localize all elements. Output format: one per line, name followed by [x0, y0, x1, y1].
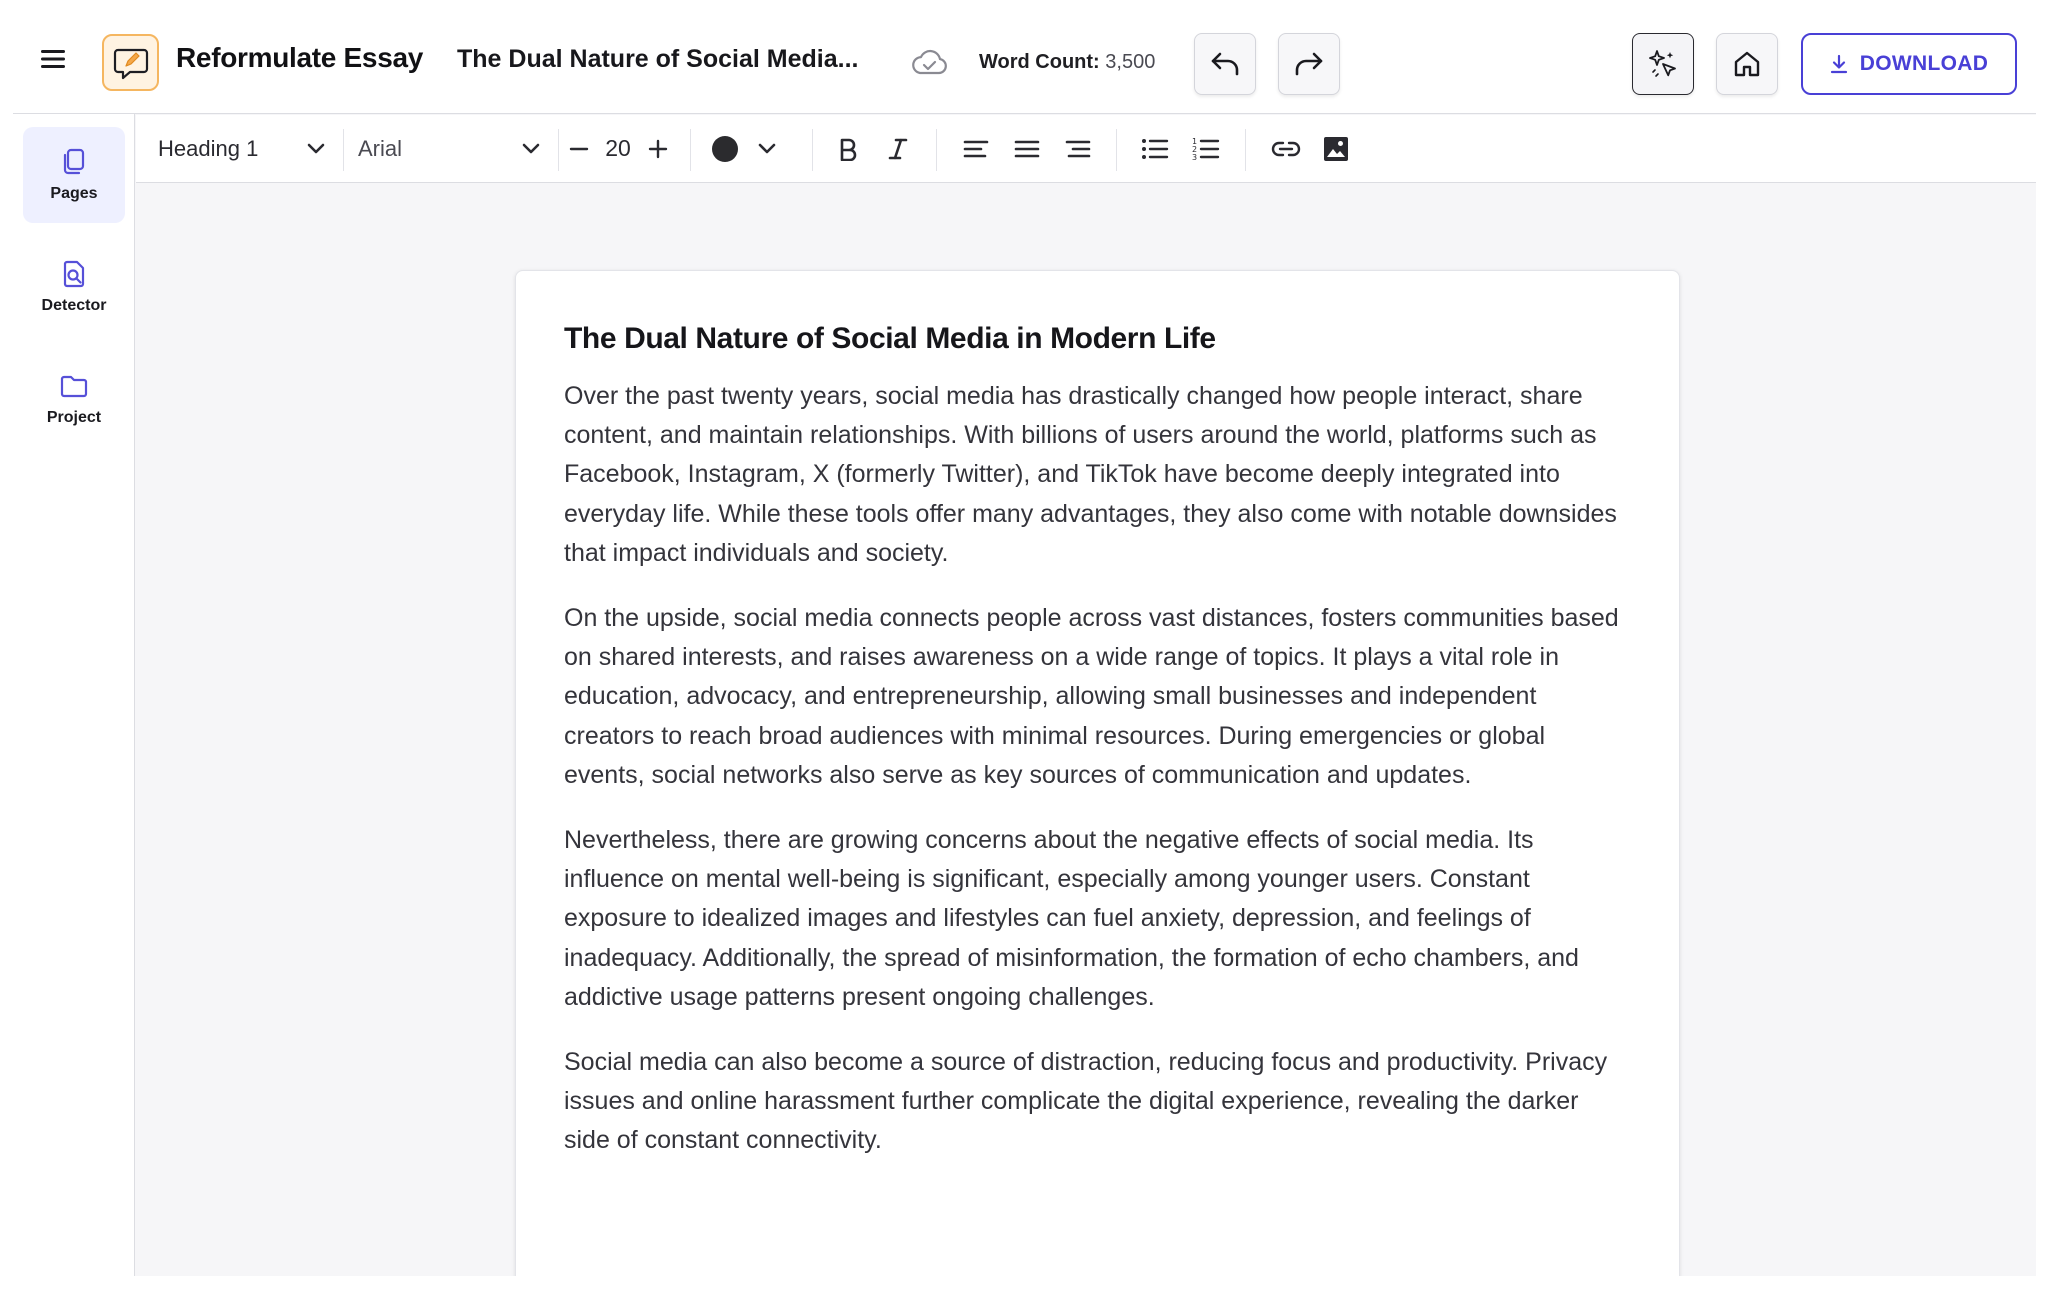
paragraph[interactable]: Social media can also become a source of distraction, reducing focus and productivity. Privacy issues and online harassment further complicate the digital experience, revealing the darker side of constant connectivity.	[564, 1048, 1608, 1155]
download-button[interactable]	[1801, 33, 2017, 95]
sidebar-item-label: Project	[46, 409, 102, 426]
sidebar-item-label: Detector	[41, 297, 107, 314]
sidebar-item-label: Pages	[50, 185, 98, 202]
redo-button[interactable]	[1278, 33, 1340, 95]
bold-icon	[837, 137, 859, 161]
sidebar-item-project[interactable]	[23, 351, 125, 447]
document-canvas	[136, 183, 2036, 1276]
bullet-list-button[interactable]	[1135, 129, 1175, 169]
document-heading[interactable]: The Dual Nature of Social Media in Modern Life	[564, 322, 1216, 355]
app-logo	[102, 34, 159, 91]
minus-icon	[568, 138, 590, 160]
toolbar-divider	[343, 129, 344, 171]
svg-text:1: 1	[1192, 137, 1198, 146]
align-center-button[interactable]	[1007, 129, 1047, 169]
color-swatch-icon	[711, 134, 781, 164]
undo-icon	[1209, 50, 1241, 78]
bold-button[interactable]	[828, 129, 868, 169]
word-count	[979, 51, 1155, 74]
font-size-increase-button[interactable]	[638, 129, 678, 169]
document-page[interactable]	[515, 270, 1680, 1276]
insert-link-button[interactable]	[1266, 129, 1306, 169]
home-icon	[1732, 49, 1762, 79]
font-size-decrease-button[interactable]	[559, 129, 599, 169]
chevron-down-icon	[304, 137, 328, 161]
toolbar-divider	[1245, 129, 1246, 171]
bullet-list-icon	[1141, 137, 1169, 161]
download-label: DOWNLOAD	[1859, 52, 1989, 75]
align-center-icon	[1014, 138, 1040, 160]
top-header	[13, 13, 2036, 114]
chat-pencil-logo-icon	[112, 44, 150, 82]
svg-text:2: 2	[1192, 145, 1198, 154]
text-style-value: Heading 1	[158, 136, 259, 161]
numbered-list-button[interactable]	[1186, 129, 1226, 169]
text-style-select[interactable]	[158, 125, 328, 173]
app-title: Reformulate Essay	[176, 42, 424, 73]
text-color-picker[interactable]	[711, 129, 781, 169]
link-icon	[1271, 139, 1301, 159]
italic-button[interactable]	[878, 129, 918, 169]
left-sidebar	[13, 114, 135, 1276]
download-icon	[1830, 54, 1848, 74]
align-left-button[interactable]	[956, 129, 996, 169]
insert-image-button[interactable]	[1316, 129, 1356, 169]
chevron-down-icon	[519, 137, 543, 161]
paragraph[interactable]: Over the past twenty years, social media has drastically changed how people interact, share content, and maintain relationships. With billions of users around the world, platforms such as Facebook, Instagram, X (formerly Twitter), and TikTok have become deeply integrated into everyday life. While these tools offer many advantages, they also come with notable downsides that impact individuals and society.	[564, 382, 1617, 567]
word-count-value: 3,500	[1105, 51, 1156, 73]
svg-text:3: 3	[1192, 153, 1198, 162]
sidebar-item-detector[interactable]	[23, 239, 125, 335]
redo-icon	[1293, 50, 1325, 78]
italic-icon	[887, 137, 909, 161]
font-size-value[interactable]: 20	[605, 135, 631, 161]
toolbar-divider	[690, 129, 691, 171]
font-family-value: Arial	[358, 136, 403, 161]
ai-assist-button[interactable]	[1632, 33, 1694, 95]
cloud-saved-icon	[910, 48, 948, 78]
menu-icon	[40, 48, 66, 70]
undo-button[interactable]	[1194, 33, 1256, 95]
numbered-list-icon	[1192, 136, 1220, 162]
toolbar-divider	[936, 129, 937, 171]
align-right-icon	[1065, 138, 1091, 160]
document-title[interactable]: The Dual Nature of Social Media...	[457, 45, 859, 73]
plus-icon	[647, 138, 669, 160]
sparkle-cursor-icon	[1647, 48, 1679, 80]
paragraph[interactable]: Nevertheless, there are growing concerns about the negative effects of social media. Its influence on mental well-being is significant, especially among younger users. Constant exposure to idealized images and lifestyles can fuel anxiety, depression, and feelings of inadequacy. Additionally, the spread of misinformation, the formation of echo chambers, and addictive usage patterns present ongoing challenges.	[564, 826, 1579, 1011]
align-left-icon	[963, 138, 989, 160]
home-button[interactable]	[1716, 33, 1778, 95]
app-window	[13, 13, 2036, 1276]
detector-icon	[59, 259, 89, 289]
toolbar-divider	[1116, 129, 1117, 171]
image-icon	[1323, 136, 1349, 162]
font-family-select[interactable]	[358, 125, 543, 173]
paragraph[interactable]: On the upside, social media connects people across vast distances, fosters communities based on shared interests, and raises awareness on a wide range of topics. It plays a vital role in education, advocacy, and entrepreneurship, allowing small businesses and independent creators to reach broad audiences with minimal resources. During emergencies or global events, social networks also serve as key sources of communication and updates.	[564, 604, 1619, 789]
pages-icon	[59, 147, 89, 177]
sidebar-item-pages[interactable]	[23, 127, 125, 223]
align-right-button[interactable]	[1058, 129, 1098, 169]
menu-button[interactable]	[35, 41, 71, 77]
toolbar-divider	[812, 129, 813, 171]
formatting-toolbar	[136, 115, 2036, 183]
folder-icon	[59, 371, 89, 401]
word-count-label: Word Count:	[979, 51, 1100, 73]
